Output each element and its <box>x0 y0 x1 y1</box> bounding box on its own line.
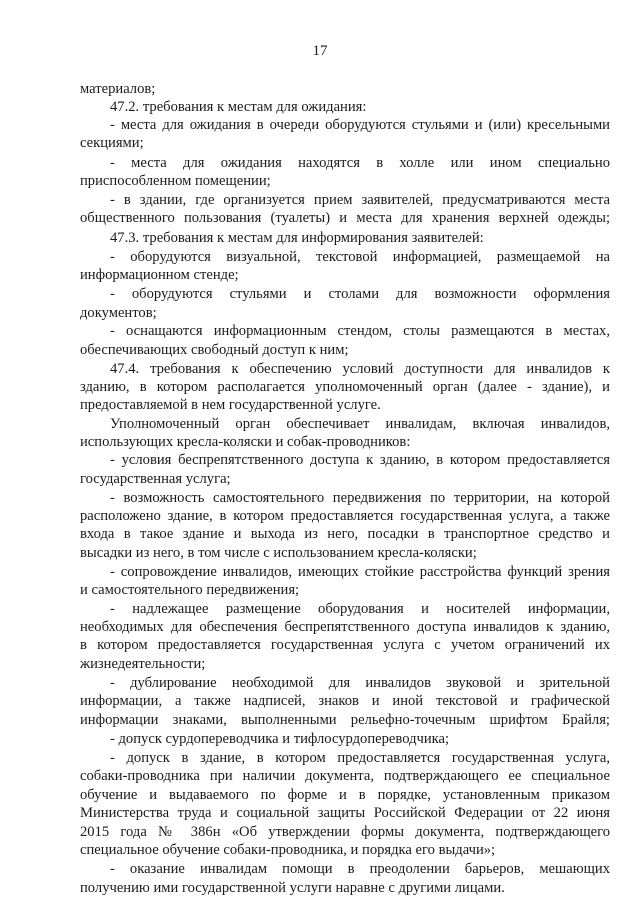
text-line: - условия беспрепятственного доступа к зданию, в котором предоставляется <box>110 452 610 468</box>
text-line: высадки из него, в том числе с использованием кресла-коляски; <box>80 545 477 561</box>
text-line: - места для ожидания находятся в холле или ином специально <box>110 155 610 171</box>
text-line: - допуск в здание, в котором предоставляется государственная услуга, <box>110 750 610 766</box>
text-line: 47.2. требования к местам для ожидания: <box>110 99 367 115</box>
text-line: информации, а также надписей, знаков и иной текстовой и графической <box>80 693 610 709</box>
text-line: обеспечивающих свободный доступ к ним; <box>80 342 349 358</box>
text-line: необходимых для обеспечения беспрепятственного доступа инвалидов к зданию, <box>80 619 610 635</box>
page-number: 17 <box>312 43 328 59</box>
text-line: и самостоятельного передвижения; <box>80 582 300 598</box>
text-line: - возможность самостоятельного передвижения по территории, на которой <box>110 490 610 506</box>
text-line: Министерства труда и социальной защиты Российской Федерации от 22 июня <box>80 805 610 821</box>
text-line: документов; <box>80 305 157 321</box>
text-line: информации знаками, выполненными рельефно-точечным шрифтом Брайля; <box>80 712 610 728</box>
text-line: материалов; <box>80 81 156 97</box>
text-line: обучение и выдаваемого по форме и в порядке, установленным приказом <box>80 787 610 803</box>
text-line: предоставляемой в нем государственной услуге. <box>80 397 381 413</box>
text-line: - места для ожидания в очереди оборудуются стульями и (или) кресельными <box>110 117 610 133</box>
text-line: - оснащаются информационным стендом, столы размещаются в местах, <box>110 323 610 339</box>
text-line: жизнедеятельности; <box>80 656 206 672</box>
text-line: расположено здание, в котором предоставляется государственная услуга, а также <box>80 508 610 524</box>
text-line: Уполномоченный орган обеспечивает инвалидам, включая инвалидов, <box>110 416 610 432</box>
text-line: использующих кресла-коляски и собак-проводников: <box>80 434 411 450</box>
text-line: приспособленном помещении; <box>80 173 271 189</box>
text-line: 2015 года № 386н «Об утверждении формы документа, подтверждающего <box>80 824 610 840</box>
text-line: собаки-проводника при наличии документа, подтверждающего ее специальное <box>80 768 610 784</box>
text-line: входа в такое здание и выхода из него, посадки в транспортное средство и <box>80 526 610 542</box>
text-line: 47.3. требования к местам для информирования заявителей: <box>110 230 484 246</box>
text-line: - допуск сурдопереводчика и тифлосурдопереводчика; <box>110 731 450 747</box>
text-line: - дублирование необходимой для инвалидов звуковой и зрительной <box>110 675 610 691</box>
text-line: специальное обучение собаки-проводника, и порядка его выдачи»; <box>80 842 496 858</box>
text-line: государственная услуга; <box>80 471 231 487</box>
text-line: информационном стенде; <box>80 267 239 283</box>
text-line: - в здании, где организуется прием заявителей, предусматриваются места <box>110 192 610 208</box>
text-line: - оборудуются визуальной, текстовой информацией, размещаемой на <box>110 249 610 265</box>
text-line: - оказание инвалидам помощи в преодолении барьеров, мешающих <box>110 861 610 877</box>
text-line: секциями; <box>80 135 144 151</box>
text-line: зданию, в котором располагается уполномоченный орган (далее - здание), и <box>80 379 610 395</box>
text-line: - надлежащее размещение оборудования и носителей информации, <box>110 601 610 617</box>
text-line: - оборудуются стульями и столами для возможности оформления <box>110 286 610 302</box>
text-line: общественного пользования (туалеты) и места для хранения верхней одежды; <box>80 210 610 226</box>
text-line: получению ими государственной услуги наравне с другими лицами. <box>80 880 505 896</box>
text-line: 47.4. требования к обеспечению условий доступности для инвалидов к <box>110 361 610 377</box>
text-line: в котором предоставляется государственная услуга с учетом ограничений их <box>80 637 610 653</box>
text-line: - сопровождение инвалидов, имеющих стойкие расстройства функций зрения <box>110 564 610 580</box>
